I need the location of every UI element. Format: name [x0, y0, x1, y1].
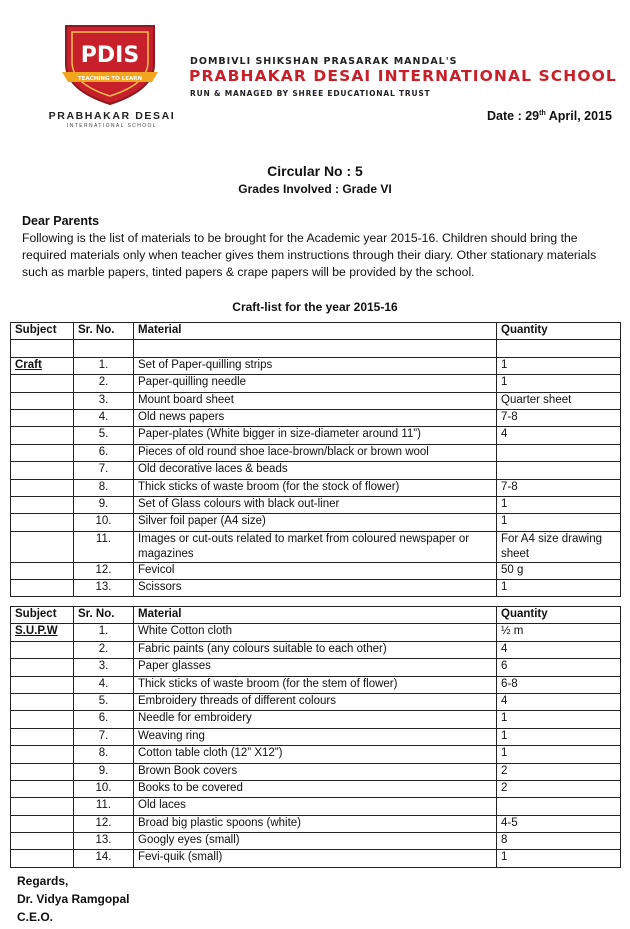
subject-cell [11, 375, 74, 392]
material: Thick sticks of waste broom (for the stock of flower) [134, 479, 497, 496]
table-row [11, 409, 621, 426]
sr-no: 5. [74, 693, 134, 710]
org-name: DOMBIVLI SHIKSHAN PRASARAK MANDAL'S [190, 56, 458, 67]
signatory-name: Dr. Vidya Ramgopal [17, 892, 130, 906]
table-row [11, 496, 621, 513]
sr-no: 3. [74, 659, 134, 676]
quantity: 6-8 [497, 676, 621, 693]
material: Books to be covered [134, 780, 497, 797]
subject-cell [11, 444, 74, 461]
salutation: Dear Parents [22, 214, 100, 228]
logo-text: PDIS [80, 43, 140, 68]
quantity: 1 [497, 580, 621, 597]
sr-no: 5. [74, 427, 134, 444]
sr-no: 10. [74, 514, 134, 531]
quantity: 1 [497, 850, 621, 867]
sr-no: 8. [74, 479, 134, 496]
quantity: 1 [497, 375, 621, 392]
quantity: 2 [497, 763, 621, 780]
subject-cell [11, 850, 74, 867]
table-row [11, 728, 621, 745]
table-row [11, 562, 621, 579]
header-quantity: Quantity [497, 323, 621, 340]
subject-cell [11, 746, 74, 763]
header-material: Material [134, 607, 497, 624]
table-row [11, 427, 621, 444]
sr-no: 1. [74, 357, 134, 374]
material: Old laces [134, 798, 497, 815]
quantity: 1 [497, 711, 621, 728]
quantity [497, 462, 621, 479]
material: White Cotton cloth [134, 624, 497, 641]
sr-no: 13. [74, 833, 134, 850]
table-row [11, 641, 621, 658]
material: Fabric paints (any colours suitable to each other) [134, 641, 497, 658]
sr-no: 8. [74, 746, 134, 763]
quantity: 1 [497, 746, 621, 763]
sr-no: 11. [74, 798, 134, 815]
material: Paper glasses [134, 659, 497, 676]
sr-no: 4. [74, 676, 134, 693]
sr-no: 6. [74, 444, 134, 461]
material: Embroidery threads of different colours [134, 693, 497, 710]
circular-date: Date : 29th April, 2015 [487, 109, 612, 123]
school-name: PRABHAKAR DESAI INTERNATIONAL SCHOOL [189, 67, 617, 85]
subject-cell [11, 659, 74, 676]
quantity [497, 798, 621, 815]
table-header-row [11, 323, 621, 340]
logo-ribbon: TEACHING TO LEARN [77, 76, 143, 82]
quantity: For A4 size drawing sheet [497, 531, 621, 562]
material: Paper-quilling needle [134, 375, 497, 392]
table-row [11, 746, 621, 763]
subject-cell [11, 562, 74, 579]
material: Scissors [134, 580, 497, 597]
subject-cell [11, 780, 74, 797]
quantity: Quarter sheet [497, 392, 621, 409]
subject-cell [11, 479, 74, 496]
school-logo [62, 20, 158, 106]
table-row [11, 763, 621, 780]
quantity: 4-5 [497, 815, 621, 832]
table-row [11, 580, 621, 597]
material: Googly eyes (small) [134, 833, 497, 850]
quantity: 1 [497, 496, 621, 513]
quantity: 1 [497, 357, 621, 374]
table-row [11, 531, 621, 562]
material: Cotton table cloth (12” X12”) [134, 746, 497, 763]
material: Images or cut-outs related to market from coloured newspaper or magazines [134, 531, 497, 562]
header-srno: Sr. No. [74, 323, 134, 340]
table-row [11, 479, 621, 496]
table-row [11, 462, 621, 479]
sr-no: 10. [74, 780, 134, 797]
sr-no: 7. [74, 462, 134, 479]
table-row [11, 514, 621, 531]
logo-tag: INTERNATIONAL SCHOOL [67, 123, 157, 129]
sr-no: 4. [74, 409, 134, 426]
regards-text: Regards, [17, 874, 69, 888]
material: Needle for embroidery [134, 711, 497, 728]
quantity: ½ m [497, 624, 621, 641]
table-row [11, 392, 621, 409]
quantity: 6 [497, 659, 621, 676]
quantity: 4 [497, 641, 621, 658]
intro-paragraph: Following is the list of materials to be brought for the Academic year 2015-16. Children should bring the required materials only when teacher gives them instructions through their diary. Other stationary materials such as marble papers, tinted papers & crape papers will be provided by the school. [22, 231, 597, 279]
quantity: 4 [497, 693, 621, 710]
quantity: 1 [497, 514, 621, 531]
sr-no: 6. [74, 711, 134, 728]
table-row [11, 624, 621, 641]
material: Thick sticks of waste broom (for the stem of flower) [134, 676, 497, 693]
table-row [11, 357, 621, 374]
table-row [11, 659, 621, 676]
material: Set of Paper-quilling strips [134, 357, 497, 374]
quantity: 8 [497, 833, 621, 850]
sr-no: 14. [74, 850, 134, 867]
table-caption: Craft-list for the year 2015-16 [232, 300, 398, 314]
quantity [497, 444, 621, 461]
sr-no: 1. [74, 624, 134, 641]
table-row [11, 815, 621, 832]
subject-cell [11, 580, 74, 597]
signatory-title: C.E.O. [17, 910, 54, 924]
quantity: 4 [497, 427, 621, 444]
supw-table [10, 606, 621, 868]
sr-no: 13. [74, 580, 134, 597]
sr-no: 3. [74, 392, 134, 409]
material: Pieces of old round shoe lace-brown/black or brown wool [134, 444, 497, 461]
subject-supw: S.U.P.W [11, 624, 74, 641]
header-subject: Subject [11, 323, 74, 340]
quantity: 1 [497, 728, 621, 745]
material: Silver foil paper (A4 size) [134, 514, 497, 531]
table-row [11, 693, 621, 710]
material: Mount board sheet [134, 392, 497, 409]
material: Fevi-quik (small) [134, 850, 497, 867]
quantity: 2 [497, 780, 621, 797]
quantity: 50 g [497, 562, 621, 579]
subject-cell [11, 427, 74, 444]
subject-cell [11, 496, 74, 513]
quantity: 7-8 [497, 409, 621, 426]
subject-cell [11, 641, 74, 658]
sr-no: 9. [74, 496, 134, 513]
sr-no: 11. [74, 531, 134, 562]
table-row [11, 798, 621, 815]
subject-craft: Craft [11, 357, 74, 374]
sr-no: 9. [74, 763, 134, 780]
subject-cell [11, 392, 74, 409]
sr-no: 12. [74, 815, 134, 832]
table-row [11, 850, 621, 867]
material: Old decorative laces & beads [134, 462, 497, 479]
table-row [11, 676, 621, 693]
subject-cell [11, 462, 74, 479]
subject-cell [11, 693, 74, 710]
material: Fevicol [134, 562, 497, 579]
material: Weaving ring [134, 728, 497, 745]
header-material: Material [134, 323, 497, 340]
table-row [11, 375, 621, 392]
subject-cell [11, 815, 74, 832]
material: Old news papers [134, 409, 497, 426]
table-row [11, 780, 621, 797]
trust-name: RUN & MANAGED BY SHREE EDUCATIONAL TRUST [190, 89, 431, 98]
header-quantity: Quantity [497, 607, 621, 624]
subject-cell [11, 833, 74, 850]
craft-table [10, 322, 621, 597]
table-row [11, 711, 621, 728]
table-row [11, 444, 621, 461]
table-row [11, 833, 621, 850]
quantity: 7-8 [497, 479, 621, 496]
circular-title: Circular No : 5 [267, 163, 363, 179]
grades-involved: Grades Involved : Grade VI [238, 182, 392, 196]
material: Brown Book covers [134, 763, 497, 780]
sr-no: 2. [74, 375, 134, 392]
signature-block [17, 872, 129, 926]
logo-name: PRABHAKAR DESAI [48, 110, 176, 122]
subject-cell [11, 798, 74, 815]
header-srno: Sr. No. [74, 607, 134, 624]
subject-cell [11, 531, 74, 562]
subject-cell [11, 676, 74, 693]
subject-cell [11, 763, 74, 780]
sr-no: 12. [74, 562, 134, 579]
subject-cell [11, 514, 74, 531]
material: Set of Glass colours with black out-liner [134, 496, 497, 513]
table-header-row [11, 607, 621, 624]
material: Broad big plastic spoons (white) [134, 815, 497, 832]
subject-cell [11, 711, 74, 728]
subject-cell [11, 409, 74, 426]
sr-no: 2. [74, 641, 134, 658]
header-subject: Subject [11, 607, 74, 624]
sr-no: 7. [74, 728, 134, 745]
subject-cell [11, 728, 74, 745]
material: Paper-plates (White bigger in size-diameter around 11”) [134, 427, 497, 444]
